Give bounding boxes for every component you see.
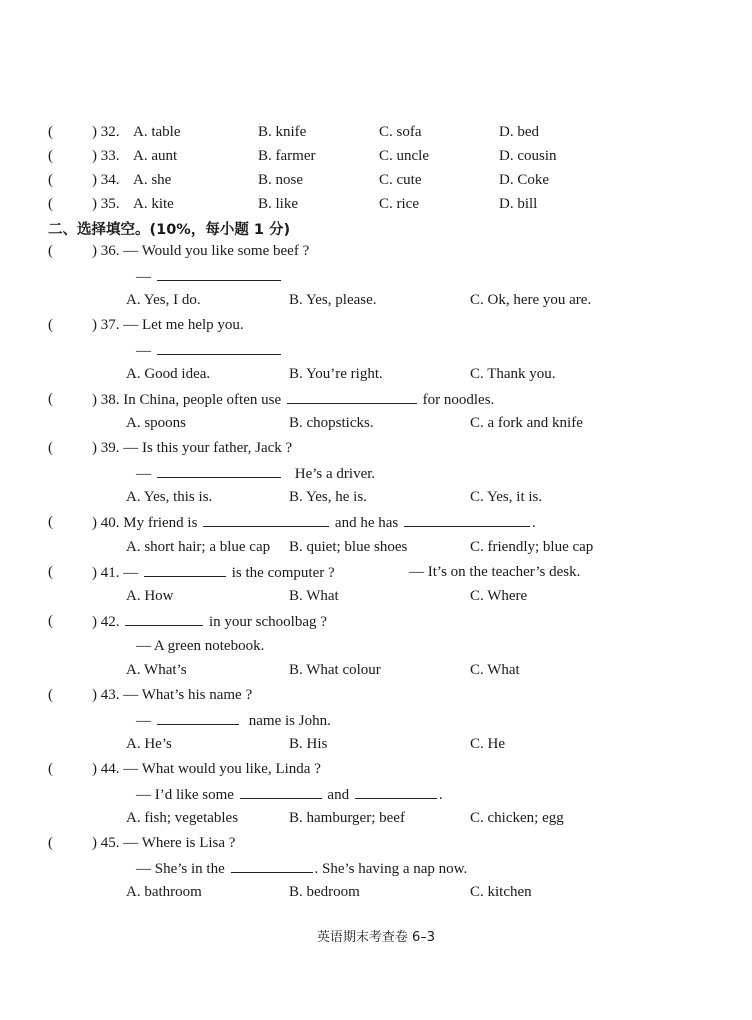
answer-paren: ( (48, 564, 53, 580)
answer-text: — She’s in the (136, 861, 225, 877)
answer-blank[interactable] (355, 783, 437, 799)
question-text: in your schoolbag ? (209, 614, 327, 630)
question-39 (0, 437, 752, 459)
option-a: A. Good idea. (126, 366, 211, 382)
question-32 (0, 121, 752, 143)
answer-blank[interactable] (125, 610, 203, 626)
question-40 (0, 511, 752, 533)
option-b: B. nose (258, 172, 303, 188)
option-c: C. He (470, 736, 505, 752)
option-c: C. Yes, it is. (470, 489, 543, 505)
dash: — (136, 269, 151, 285)
option-a: A. table (133, 124, 181, 140)
option-b: B. Yes, he is. (289, 489, 367, 505)
answer-blank[interactable] (157, 265, 281, 281)
answer-text: He’s a driver. (294, 466, 376, 482)
option-b: B. hamburger; beef (289, 810, 405, 826)
options-42 (0, 659, 752, 681)
option-c: C. What (470, 662, 520, 678)
option-a: A. What’s (126, 662, 187, 678)
dash: — (136, 713, 151, 729)
option-c: C. uncle (379, 148, 429, 164)
option-c: C. Where (470, 588, 528, 604)
answer-paren: ( (48, 148, 53, 164)
question-number: ) 44. (92, 761, 120, 777)
answer-paren: ( (48, 124, 53, 140)
question-43 (0, 684, 752, 706)
option-b: B. What colour (289, 662, 381, 678)
question-text: — What would you like, Linda ? (123, 761, 321, 777)
answer-line (136, 339, 283, 361)
question-number: ) 35. (92, 196, 120, 212)
option-c: C. rice (379, 196, 419, 212)
answer-text: — I’d like some (136, 787, 234, 803)
question-text: My friend is (123, 515, 198, 531)
options-44 (0, 807, 752, 829)
dash: — (123, 565, 139, 581)
option-a: A. fish; vegetables (126, 810, 239, 826)
answer-paren: ( (48, 391, 53, 407)
question-37 (0, 314, 752, 336)
answer-text: name is John. (248, 713, 331, 729)
question-text-end: for noodles. (422, 392, 495, 408)
answer-paren: ( (48, 440, 53, 456)
question-34 (0, 169, 752, 191)
question-number: ) 32. (92, 124, 120, 140)
answer-line (136, 462, 375, 484)
page-footer: 英语期末考查卷 6–3 (316, 930, 436, 945)
answer-paren: ( (48, 196, 53, 212)
answer-line (136, 709, 331, 731)
option-a: A. Yes, I do. (126, 292, 201, 308)
option-c: C. a fork and knife (470, 415, 583, 431)
option-a: A. spoons (126, 415, 187, 431)
answer-line (136, 783, 443, 805)
question-number: ) 33. (92, 148, 120, 164)
option-d: D. cousin (499, 148, 557, 164)
answer-blank[interactable] (144, 561, 226, 577)
option-b: B. quiet; blue shoes (289, 539, 408, 555)
option-a: A. Yes, this is. (126, 489, 213, 505)
option-b: B. like (258, 196, 298, 212)
option-a: A. short hair; a blue cap (126, 539, 271, 555)
answer-paren: ( (48, 317, 53, 333)
options-43 (0, 733, 752, 755)
option-d: D. bill (499, 196, 538, 212)
option-a: A. How (126, 588, 174, 604)
options-38 (0, 412, 752, 434)
dash: — (136, 466, 151, 482)
question-number: ) 34. (92, 172, 120, 188)
section-title: 二、选择填空。(10%，每小题 1 分) (48, 222, 291, 238)
option-b: B. chopsticks. (289, 415, 374, 431)
question-41 (0, 561, 752, 583)
option-b: B. bedroom (289, 884, 360, 900)
question-number: ) 36. (92, 243, 120, 259)
question-text-mid: and he has (334, 515, 399, 531)
dash: — (136, 343, 151, 359)
question-text-end: . (531, 515, 536, 531)
reply-text: — A green notebook. (136, 638, 265, 654)
option-d: D. bed (499, 124, 539, 140)
question-42 (0, 610, 752, 632)
answer-line (136, 265, 283, 287)
options-41 (0, 585, 752, 607)
question-44 (0, 758, 752, 780)
answer-paren: ( (48, 172, 53, 188)
question-33 (0, 145, 752, 167)
answer-paren: ( (48, 243, 53, 259)
answer-blank[interactable] (157, 709, 239, 725)
option-c: C. friendly; blue cap (470, 539, 594, 555)
question-35 (0, 193, 752, 215)
answer-blank[interactable] (240, 783, 322, 799)
option-a: A. aunt (133, 148, 178, 164)
options-36 (0, 289, 752, 311)
question-number: ) 39. (92, 440, 120, 456)
option-a: A. kite (133, 196, 174, 212)
answer-paren: ( (48, 613, 53, 629)
question-45 (0, 832, 752, 854)
question-36 (0, 240, 752, 262)
answer-blank[interactable] (157, 339, 281, 355)
answer-line (136, 857, 467, 879)
option-c: C. Thank you. (470, 366, 556, 382)
question-text: In China, people often use (123, 392, 282, 408)
answer-paren: ( (48, 835, 53, 851)
option-c: C. kitchen (470, 884, 532, 900)
option-a: A. bathroom (126, 884, 202, 900)
answer-text-mid: and (327, 787, 350, 803)
options-37 (0, 363, 752, 385)
answer-paren: ( (48, 761, 53, 777)
question-number: ) 37. (92, 317, 120, 333)
question-text: — Is this your father, Jack ? (123, 440, 293, 456)
option-b: B. His (289, 736, 328, 752)
answer-paren: ( (48, 687, 53, 703)
question-number: ) 40. (92, 515, 120, 531)
option-b: B. knife (258, 124, 307, 140)
question-number: ) 43. (92, 687, 120, 703)
question-38 (0, 388, 752, 410)
option-b: B. farmer (258, 148, 316, 164)
option-b: B. Yes, please. (289, 292, 377, 308)
answer-blank[interactable] (231, 857, 313, 873)
question-number: ) 38. (92, 392, 120, 408)
question-number: ) 41. (92, 565, 120, 581)
answer-blank[interactable] (404, 511, 530, 527)
question-text: — Would you like some beef ? (123, 243, 310, 259)
reply-text: — It’s on the teacher’s desk. (409, 564, 581, 580)
answer-text-end: . She’s having a nap now. (314, 861, 468, 877)
answer-text-end: . (438, 787, 443, 803)
answer-blank[interactable] (203, 511, 329, 527)
answer-blank[interactable] (287, 388, 417, 404)
option-b: B. You’re right. (289, 366, 383, 382)
question-text: is the computer ? (231, 565, 335, 581)
option-a: A. she (133, 172, 172, 188)
options-45 (0, 881, 752, 903)
option-c: C. cute (379, 172, 422, 188)
option-c: C. Ok, here you are. (470, 292, 592, 308)
answer-blank[interactable] (157, 462, 281, 478)
question-text: — Let me help you. (123, 317, 244, 333)
option-d: D. Coke (499, 172, 549, 188)
question-number: ) 42. (92, 614, 120, 630)
question-number: ) 45. (92, 835, 120, 851)
option-c: C. sofa (379, 124, 422, 140)
options-40 (0, 536, 752, 558)
options-39 (0, 486, 752, 508)
option-c: C. chicken; egg (470, 810, 564, 826)
answer-paren: ( (48, 514, 53, 530)
question-text: — Where is Lisa ? (123, 835, 236, 851)
option-a: A. He’s (126, 736, 172, 752)
question-text: — What’s his name ? (123, 687, 253, 703)
option-b: B. What (289, 588, 339, 604)
